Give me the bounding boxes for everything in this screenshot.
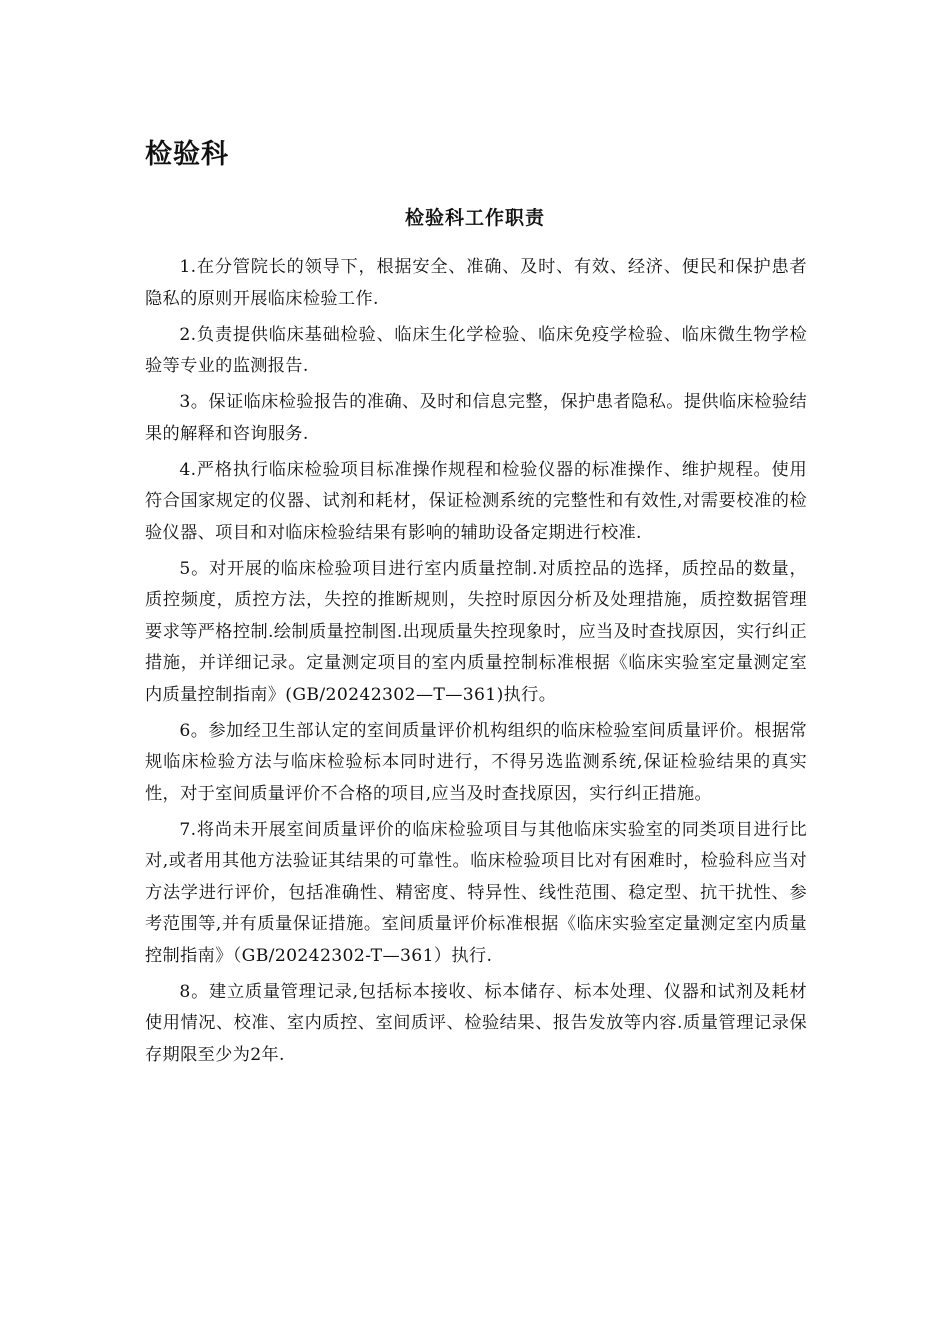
duty-paragraph-5: 5。对开展的临床检验项目进行室内质量控制.对质控品的选择，质控品的数量，质控频度，质控方法，失控的推断规则，失控时原因分析及处理措施，质控数据管理要求等严格控制.绘制质量控制图.出现质量失控现象时，应当及时查找原因，实行纠正措施，并详细记录。定量测定项目的室内质量控制标准根据《临床实验室定量测定室内质量控制指南》(GB/20242302—T—361)执行。 — [145, 558, 807, 705]
duty-paragraph-6: 6。参加经卫生部认定的室间质量评价机构组织的临床检验室间质量评价。根据常规临床检验方法与临床检验标本同时进行，不得另选监测系统,保证检验结果的真实性，对于室间质量评价不合格的项目,应当及时查找原因，实行纠正措施。 — [145, 720, 807, 804]
duty-paragraph-1: 1.在分管院长的领导下，根据安全、准确、及时、有效、经济、便民和保护患者隐私的原则开展临床检验工作. — [145, 257, 807, 309]
duty-paragraph-8: 8。建立质量管理记录,包括标本接收、标本储存、标本处理、仪器和试剂及耗材使用情况、校准、室内质控、室间质评、检验结果、报告发放等内容.质量管理记录保存期限至少为2年. — [145, 981, 807, 1065]
duty-paragraph-3: 3。保证临床检验报告的准确、及时和信息完整，保护患者隐私。提供临床检验结果的解释和咨询服务. — [145, 392, 807, 444]
duty-paragraph-7: 7.将尚未开展室间质量评价的临床检验项目与其他临床实验室的同类项目进行比对,或者用其他方法验证其结果的可靠性。临床检验项目比对有困难时，检验科应当对方法学进行评价，包括准确性、精密度、特异性、线性范围、稳定型、抗干扰性、参考范围等,并有质量保证措施。室间质量评价标准根据《临床实验室定量测定室内质量控制指南》（GB/20242302-T—361）执行. — [145, 819, 807, 966]
duty-paragraph-2: 2.负责提供临床基础检验、临床生化学检验、临床免疫学检验、临床微生物学检验等专业的监测报告. — [145, 324, 807, 376]
document-title: 检验科工作职责 — [404, 207, 545, 229]
section-heading: 检验科 — [145, 139, 229, 170]
document-body — [145, 252, 807, 1076]
duty-paragraph-4: 4.严格执行临床检验项目标准操作规程和检验仪器的标准操作、维护规程。使用符合国家规定的仪器、试剂和耗材，保证检测系统的完整性和有效性,对需要校准的检验仪器、项目和对临床检验结果有影响的辅助设备定期进行校准. — [145, 459, 807, 543]
